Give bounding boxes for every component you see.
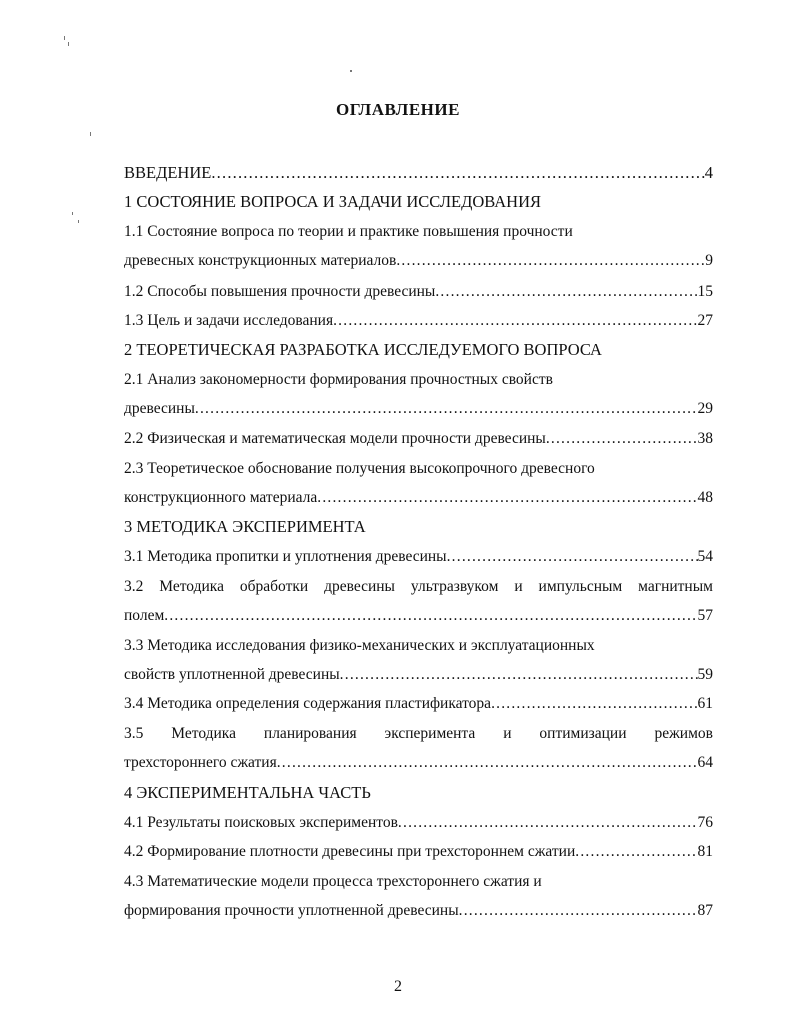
toc-entry-text: формирования прочности уплотненной древесины — [124, 902, 459, 919]
toc-entry-text: 4.2 Формирование плотности древесины при трехстороннем сжатии — [124, 843, 576, 860]
toc-leader — [575, 842, 697, 862]
toc-page-number: 81 — [697, 843, 713, 860]
toc-page-number: 87 — [697, 902, 713, 919]
toc-word: эксперимента — [384, 725, 476, 742]
toc-entry-1-3 — [124, 311, 713, 331]
toc-entry-2-1-line2 — [124, 399, 713, 419]
toc-entry-text: конструкционного материала — [124, 489, 318, 506]
toc-leader — [317, 488, 697, 508]
toc-page-number: 29 — [697, 400, 713, 417]
toc-chapter-2: 2 ТЕОРЕТИЧЕСКАЯ РАЗРАБОТКА ИССЛЕДУЕМОГО ВОПРОСА — [124, 340, 602, 359]
scan-speck — [78, 220, 79, 223]
toc-entry-2-1-line1: 2.1 Анализ закономерности формирования прочностных свойств — [124, 371, 553, 388]
toc-word: планирования — [263, 725, 357, 742]
toc-word: и — [514, 578, 523, 595]
toc-word: Методика — [159, 578, 224, 595]
toc-word: и — [503, 725, 512, 742]
toc-word: оптимизации — [539, 725, 627, 742]
toc-entry-text: древесных конструкционных материалов — [124, 252, 397, 269]
toc-page-number: 59 — [697, 666, 713, 683]
toc-page-number: 76 — [697, 814, 713, 831]
toc-entry-3-5-line1 — [124, 724, 713, 744]
scan-speck — [64, 36, 65, 40]
toc-page-number: 15 — [697, 283, 713, 300]
toc-entry-3-3-line2 — [124, 665, 713, 685]
toc-word: импульсным — [538, 578, 623, 595]
toc-leader — [447, 547, 698, 567]
toc-word: 3.5 — [124, 725, 144, 742]
toc-entry-3-1 — [124, 547, 713, 567]
toc-leader — [277, 753, 698, 773]
toc-entry-text: 4.1 Результаты поисковых экспериментов — [124, 814, 398, 831]
toc-chapter-4: 4 ЭКСПЕРИМЕНТАЛЬНА ЧАСТЬ — [124, 783, 371, 802]
toc-entry-text: 2.2 Физическая и математическая модели прочности древесины — [124, 430, 546, 447]
toc-page-number: 27 — [697, 312, 713, 329]
toc-page-number: 64 — [697, 754, 713, 771]
toc-entry-4-2 — [124, 842, 713, 862]
toc-entry-text: 3.1 Методика пропитки и уплотнения древесины — [124, 548, 447, 565]
toc-entry-2-3-line2 — [124, 488, 713, 508]
toc-word: Методика — [171, 725, 236, 742]
toc-entry-text: 3.4 Методика определения содержания пластификатора — [124, 695, 492, 712]
toc-entry-1-2 — [124, 282, 713, 302]
toc-entry-text: древесины — [124, 400, 195, 417]
toc-leader — [459, 901, 698, 921]
toc-page-number: 57 — [697, 607, 713, 624]
toc-entry-text: 1.2 Способы повышения прочности древесины — [124, 283, 436, 300]
toc-entry-2-2 — [124, 429, 713, 449]
toc-leader — [195, 399, 698, 419]
toc-entry-3-5-line2 — [124, 753, 713, 773]
toc-word: ультразвуком — [410, 578, 499, 595]
toc-leader — [333, 311, 697, 331]
toc-entry-1-1-line2 — [124, 251, 713, 271]
toc-leader — [546, 429, 698, 449]
scan-speck — [350, 70, 352, 72]
toc-leader — [435, 282, 697, 302]
toc-leader — [491, 694, 697, 714]
toc-page-number: 48 — [697, 489, 713, 506]
scan-speck — [72, 212, 73, 215]
toc-entry-1-1-line1: 1.1 Состояние вопроса по теории и практике повышения прочности — [124, 223, 573, 240]
toc-entry-text: свойств уплотненной древесины — [124, 666, 340, 683]
toc-entry-text: трехстороннего сжатия — [124, 754, 277, 771]
toc-page-number: 9 — [705, 252, 713, 269]
toc-entry-text: полем — [124, 607, 165, 624]
toc-chapter-3: 3 МЕТОДИКА ЭКСПЕРИМЕНТА — [124, 517, 366, 536]
toc-entry-text: 1.3 Цель и задачи исследования — [124, 312, 334, 329]
scan-speck — [90, 132, 91, 136]
toc-chapter-1: 1 СОСТОЯНИЕ ВОПРОСА И ЗАДАЧИ ИССЛЕДОВАНИЯ — [124, 192, 542, 211]
toc-word: режимов — [654, 725, 713, 742]
toc-entry-4-1 — [124, 813, 713, 833]
toc-leader — [340, 665, 698, 685]
toc-leader — [398, 813, 698, 833]
toc-word: обработки — [239, 578, 309, 595]
toc-page-number: 4 — [704, 163, 713, 182]
toc-leader — [164, 606, 697, 626]
page-title: ОГЛАВЛЕНИЕ — [336, 100, 460, 119]
toc-page-number: 38 — [697, 430, 713, 447]
toc-page-number: 61 — [697, 695, 713, 712]
toc-entry-text: ВВЕДЕНИЕ — [124, 163, 212, 182]
toc-entry-3-3-line1: 3.3 Методика исследования физико-механических и эксплуатационных — [124, 637, 595, 654]
page-number: 2 — [394, 978, 402, 995]
toc-entry-intro — [124, 163, 713, 183]
toc-entry-3-2-line1 — [124, 577, 713, 597]
toc-page-number: 54 — [697, 548, 713, 565]
toc-entry-4-3-line2 — [124, 901, 713, 921]
toc-entry-3-2-line2 — [124, 606, 713, 626]
toc-word: древесины — [324, 578, 395, 595]
toc-word: 3.2 — [124, 578, 144, 595]
toc-leader — [396, 251, 705, 271]
toc-entry-3-4 — [124, 694, 713, 714]
toc-leader — [211, 163, 704, 183]
toc-word: магнитным — [638, 578, 713, 595]
scan-speck — [68, 42, 69, 46]
toc-entry-4-3-line1: 4.3 Математические модели процесса трехстороннего сжатия и — [124, 873, 542, 890]
toc-entry-2-3-line1: 2.3 Теоретическое обоснование получения высокопрочного древесного — [124, 460, 595, 477]
